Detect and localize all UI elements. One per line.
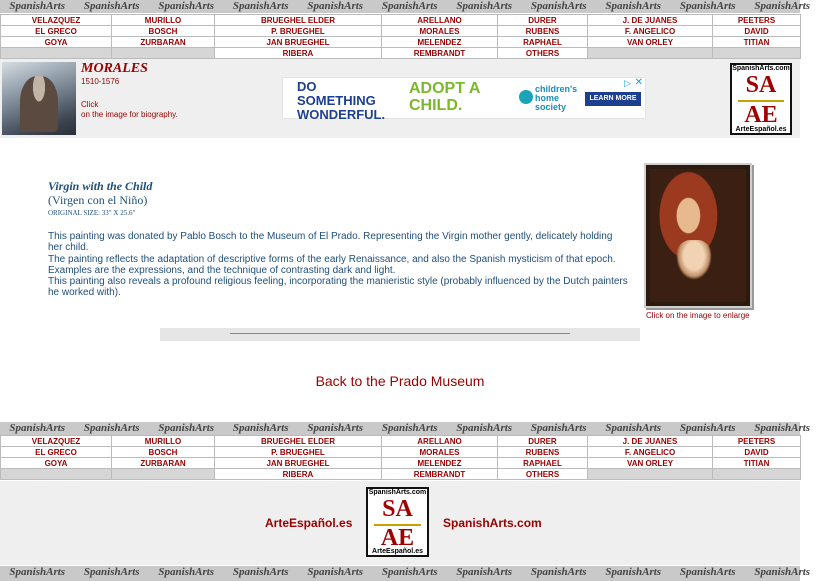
nav-link-raphael[interactable]: RAPHAEL: [498, 458, 588, 469]
nav-link-van-orley[interactable]: VAN ORLEY: [588, 37, 713, 48]
nav-link-jan-brueghel[interactable]: JAN BRUEGHEL: [215, 458, 382, 469]
adchoices-icon[interactable]: ▷: [624, 78, 631, 88]
nav-link-rubens[interactable]: RUBENS: [498, 447, 588, 458]
painting-size: ORIGINAL SIZE: 33" X 25.6": [48, 209, 136, 217]
banner-logo-text: SpanishArts: [679, 0, 736, 12]
ad-brand-icon: [519, 90, 533, 104]
banner-logo-text: SpanishArts: [530, 0, 587, 12]
nav-link-velazquez[interactable]: VELAZQUEZ: [1, 15, 112, 26]
logo-top-text: SpanishArts.com: [732, 65, 790, 72]
nav-link-rembrandt[interactable]: REMBRANDT: [382, 48, 498, 59]
banner-logo-text: SpanishArts: [605, 566, 662, 578]
nav-link-raphael[interactable]: RAPHAEL: [498, 37, 588, 48]
nav-link-goya[interactable]: GOYA: [1, 37, 112, 48]
nav-link-el-greco[interactable]: EL GRECO: [1, 26, 112, 37]
banner-logo-text: SpanishArts: [456, 566, 513, 578]
nav-link-murillo[interactable]: MURILLO: [112, 15, 215, 26]
footer-logo-mark-top: SA: [382, 496, 413, 522]
banner-logo-text: SpanishArts: [307, 422, 364, 434]
ad-close-icon[interactable]: ✕: [634, 77, 643, 88]
nav-link-el-greco[interactable]: EL GRECO: [1, 447, 112, 458]
ad-headline-2: ADOPT A CHILD.: [409, 80, 480, 114]
nav-link-ribera[interactable]: RIBERA: [215, 469, 382, 480]
nav-link-bosch[interactable]: BOSCH: [112, 447, 215, 458]
artist-years: 1510-1576: [81, 77, 120, 86]
banner-logo-text: SpanishArts: [530, 422, 587, 434]
painting-subtitle: (Virgen con el Niño): [48, 193, 148, 207]
artist-portrait[interactable]: [2, 62, 76, 135]
banner-logo-text: SpanishArts: [605, 422, 662, 434]
nav-empty-cell: [112, 48, 215, 59]
spanisharts-link[interactable]: SpanishArts.com: [443, 516, 542, 530]
nav-empty-cell: [713, 48, 801, 59]
biography-hint-line2: on the image for biography.: [81, 110, 178, 119]
nav-empty-cell: [713, 469, 801, 480]
footer-logo-top-text: SpanishArts.com: [368, 489, 427, 496]
footer-logo-mark-bottom: AE: [380, 525, 415, 551]
banner-logo-text: SpanishArts: [381, 566, 438, 578]
description-paragraph-3: This painting also reveals a profound religious feeling, incorporating the manieristic style (probably influenced by the Dutch painters he worked with).: [48, 276, 628, 299]
description-paragraph-2: The painting reflects the adaptation of descriptive forms of the early Renaissance, and also the Spanish mysticism of that epoch. Examples are the expressions, and the technique of contrasting dark and light.: [48, 253, 616, 276]
back-link-text[interactable]: Back to the Prado Museum: [315, 373, 485, 389]
footer-logo-bottom-text: ArteEspañol.es: [372, 548, 423, 555]
banner-logo-text: SpanishArts: [530, 566, 587, 578]
nav-link-peeters[interactable]: PEETERS: [713, 436, 801, 447]
arteespanol-link[interactable]: ArteEspañol.es: [265, 516, 353, 530]
nav-link-bosch[interactable]: BOSCH: [112, 26, 215, 37]
painting-description: [48, 231, 628, 299]
nav-empty-cell: [588, 48, 713, 59]
ad-headline-1: DO SOMETHING WONDERFUL.: [297, 79, 386, 122]
nav-link-f-angelico[interactable]: F. ANGELICO: [588, 26, 713, 37]
nav-link-ribera[interactable]: RIBERA: [215, 48, 382, 59]
banner-logo-text: SpanishArts: [754, 566, 811, 578]
saae-logo-footer[interactable]: [366, 487, 429, 557]
banner-logo-text: SpanishArts: [232, 566, 289, 578]
banner-logo-text: SpanishArts: [83, 0, 140, 12]
logo-mark-bottom: AE: [744, 102, 778, 128]
nav-link-durer[interactable]: DURER: [498, 436, 588, 447]
nav-link-brueghel-elder[interactable]: BRUEGHEL ELDER: [215, 436, 382, 447]
nav-link-velazquez[interactable]: VELAZQUEZ: [1, 436, 112, 447]
nav-link-others[interactable]: OTHERS: [498, 469, 588, 480]
nav-link-van-orley[interactable]: VAN ORLEY: [588, 458, 713, 469]
nav-link-titian[interactable]: TITIAN: [713, 37, 801, 48]
nav-link-jan-brueghel[interactable]: JAN BRUEGHEL: [215, 37, 382, 48]
banner-logo-text: SpanishArts: [679, 566, 736, 578]
nav-link-david[interactable]: DAVID: [713, 26, 801, 37]
painting-thumbnail[interactable]: [644, 163, 752, 308]
biography-hint: [81, 100, 178, 120]
nav-empty-cell: [112, 469, 215, 480]
banner-logo-text: SpanishArts: [158, 566, 215, 578]
ad-learn-more-button[interactable]: LEARN MORE: [585, 92, 641, 106]
nav-link-goya[interactable]: GOYA: [1, 458, 112, 469]
description-paragraph-1: This painting was donated by Pablo Bosch to the Museum of El Prado. Representing the Virgin mother gently, delicately holding her child.: [48, 231, 613, 254]
nav-link-murillo[interactable]: MURILLO: [112, 436, 215, 447]
painting-title: Virgin with the Child: [48, 179, 153, 193]
banner-logo-text: SpanishArts: [9, 0, 66, 12]
nav-link-j-de-juanes[interactable]: J. DE JUANES: [588, 436, 713, 447]
logo-mark-top: SA: [745, 72, 777, 98]
biography-hint-line1: Click: [81, 100, 99, 109]
nav-link-titian[interactable]: TITIAN: [713, 458, 801, 469]
nav-link-f-angelico[interactable]: F. ANGELICO: [588, 447, 713, 458]
banner-logo-text: SpanishArts: [83, 566, 140, 578]
nav-link-p-brueghel[interactable]: P. BRUEGHEL: [215, 447, 382, 458]
nav-link-j-de-juanes[interactable]: J. DE JUANES: [588, 15, 713, 26]
top-artist-nav: [0, 14, 801, 59]
ad-brand-logo: [519, 84, 581, 114]
banner-logo-text: SpanishArts: [381, 0, 438, 12]
banner-logo-text: SpanishArts: [679, 422, 736, 434]
nav-link-brueghel-elder[interactable]: BRUEGHEL ELDER: [215, 15, 382, 26]
banner-logo-text: SpanishArts: [307, 566, 364, 578]
enlarge-caption: Click on the image to enlarge: [646, 311, 750, 320]
banner-logo-text: SpanishArts: [456, 0, 513, 12]
banner-logo-text: SpanishArts: [158, 422, 215, 434]
nav-link-zurbaran[interactable]: ZURBARAN: [112, 458, 215, 469]
nav-link-melendez[interactable]: MELENDEZ: [382, 458, 498, 469]
nav-empty-cell: [1, 48, 112, 59]
banner-logo-text: SpanishArts: [9, 566, 66, 578]
banner-logo-text: SpanishArts: [158, 0, 215, 12]
banner-logo-text: SpanishArts: [754, 422, 811, 434]
back-to-prado-link[interactable]: [0, 373, 800, 389]
nav-link-rubens[interactable]: RUBENS: [498, 26, 588, 37]
banner-logo-text: SpanishArts: [232, 0, 289, 12]
bottom-banner: [0, 566, 811, 581]
banner-logo-text: SpanishArts: [754, 0, 811, 12]
nav-link-arellano[interactable]: ARELLANO: [382, 15, 498, 26]
top-banner: [0, 0, 811, 13]
nav-empty-cell: [588, 469, 713, 480]
ad-brand-name: children's home society: [535, 84, 578, 112]
banner-logo-text: SpanishArts: [605, 0, 662, 12]
nav-link-morales[interactable]: MORALES: [382, 447, 498, 458]
nav-link-peeters[interactable]: PEETERS: [713, 15, 801, 26]
advertisement-banner[interactable]: [282, 77, 646, 122]
nav-link-morales[interactable]: MORALES: [382, 26, 498, 37]
banner-logo-text: SpanishArts: [381, 422, 438, 434]
bottom-artist-nav: [0, 435, 801, 480]
logo-bottom-text: ArteEspañol.es: [735, 126, 787, 133]
banner-logo-text: SpanishArts: [307, 0, 364, 12]
nav-link-durer[interactable]: DURER: [498, 15, 588, 26]
banner-logo-text: SpanishArts: [232, 422, 289, 434]
middle-banner: [0, 422, 811, 435]
saae-logo-header[interactable]: [730, 63, 792, 135]
artist-name: MORALES: [81, 61, 148, 76]
nav-link-zurbaran[interactable]: ZURBARAN: [112, 37, 215, 48]
nav-link-others[interactable]: OTHERS: [498, 48, 588, 59]
nav-link-david[interactable]: DAVID: [713, 447, 801, 458]
nav-empty-cell: [1, 469, 112, 480]
nav-link-p-brueghel[interactable]: P. BRUEGHEL: [215, 26, 382, 37]
banner-logo-text: SpanishArts: [9, 422, 66, 434]
banner-logo-text: SpanishArts: [456, 422, 513, 434]
nav-link-rembrandt[interactable]: REMBRANDT: [382, 469, 498, 480]
banner-logo-text: SpanishArts: [83, 422, 140, 434]
nav-link-arellano[interactable]: ARELLANO: [382, 436, 498, 447]
content-divider: [160, 328, 640, 341]
nav-link-melendez[interactable]: MELENDEZ: [382, 37, 498, 48]
